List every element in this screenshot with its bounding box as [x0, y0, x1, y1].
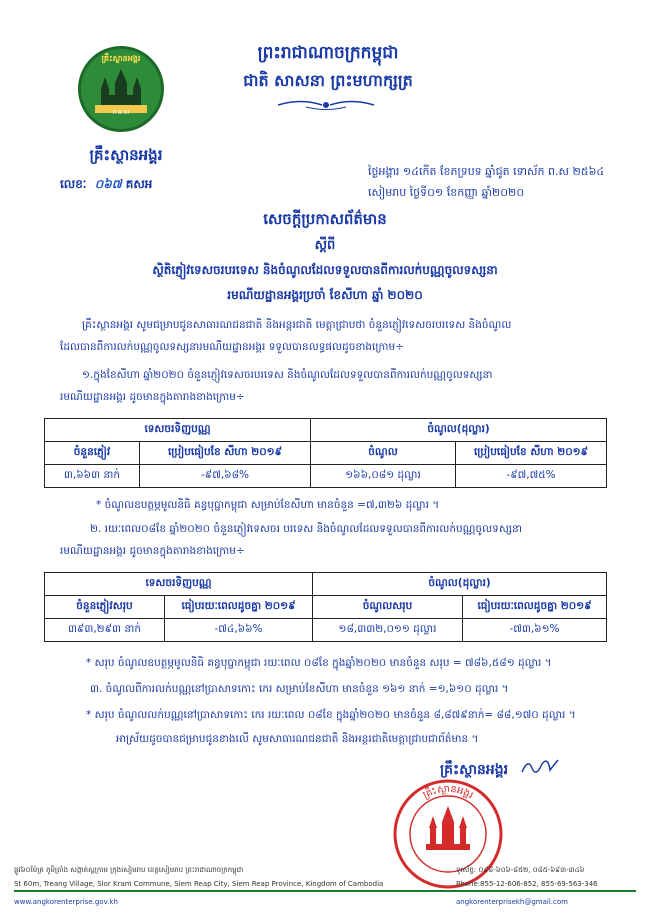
logo-code-text: ក អ ស — [112, 109, 130, 116]
announcement-subject: ស្ថិតិភ្ញៀវទេសចរបរទេស និងចំណូលដែលទទួលបានពីការលក់បណ្ណចូលទស្សនា — [152, 263, 498, 277]
revenue-compare-header: ប្រៀបធៀបខែ សីហា ២០១៩ — [456, 442, 607, 465]
section1-note: * ចំណូលឧបត្ថម្ភមូលនិធិ គន្ធបុប្ផាកម្ពុជា សម្រាប់ខែសីហា មានចំនួន =៧,៣២៦ ដុល្លារ ។ — [96, 499, 440, 511]
section1-line-2: រមណីយដ្ឋានអង្គរ ដូចមានក្នុងតារាងខាងក្រោម÷ — [60, 391, 245, 403]
revenue-group-header: ចំណូល(ដុល្លារ) — [313, 573, 607, 596]
visitors-cell: ៣,៦៦៣ នាក់ — [45, 465, 140, 488]
visitors-compare-header: ធៀបរយៈពេលដូចគ្នា ២០១៩ — [165, 596, 313, 619]
handwritten-signature — [520, 754, 560, 778]
announcement-subject-label: ស្តីពី — [314, 238, 336, 253]
visitors-group-header: ទេសចរទិញបណ្ណ — [45, 419, 311, 442]
visitors-compare-header: ប្រៀបធៀបខែ សីហា ២០១៩ — [140, 442, 311, 465]
footer-address-khmer: ផ្លូវ៦០ម៉ែត្រ ភូមិត្រាំង សង្កាត់ស្លក្រាម ក្រុងសៀមរាប ខេត្តសៀមរាប ព្រះរាជាណាចក្រកម្ពុជា — [14, 866, 244, 874]
section3-line: ៣. ចំណូលពីការលក់បណ្ណនៅប្រាសាទកោះ កេរ សម្រាប់ខែសីហា មានចំនួន ១៦១ នាក់ =១,៦១០ ដុល្លារ ។ — [90, 683, 509, 695]
section2-line-1: ២. រយៈពេល០៨ខែ ឆ្នាំ២០២០ ចំនួនភ្ញៀវទេសចរ បរទេស និងចំណូលដែលទទួលបានពីការលក់បណ្ណចូលទស្សនា — [90, 523, 522, 535]
national-motto: ជាតិ សាសនា ព្រះមហាក្សត្រ — [243, 71, 413, 90]
footer-address-english: St 60m, Treang Village, Slor Kram Commune, Siem Reap City, Siem Reap Province, Kingdom of Cambodia — [14, 880, 384, 888]
revenue-column-header: ចំណូលសរុប — [313, 596, 463, 619]
footer-email-link[interactable]: angkorenterprisekh@gmail.com — [456, 898, 568, 906]
intro-line-1: គ្រឹះស្ថានអង្គរ សូមជម្រាបជូនសាធារណជនជាតិ និងអន្តរជាតិ មេត្តាជ្រាបថា ចំនួនភ្ញៀវទេសចរបរទេស និងចំណូល — [82, 319, 512, 331]
revenue-cell: ១៨,៣៣២,០១១ ដុល្លារ — [313, 619, 463, 642]
section1-line-1: ១.ក្នុងខែសីហា ឆ្នាំ២០២០ ចំនួនភ្ញៀវទេសចរបរទេស និងចំណូលដែលទទួលបានពីការលក់បណ្ណចូលទស្សនា — [82, 369, 493, 381]
table-row — [45, 619, 607, 642]
footer-phone: Phone:855-12-606-852, 855-69-563-346 — [456, 880, 598, 888]
announcement-period: រមណីយដ្ឋានអង្គរប្រចាំ ខែសីហា ឆ្នាំ ២០២០ — [227, 288, 423, 302]
table-header-row — [45, 596, 607, 619]
ref-suffix: គសអ — [125, 177, 153, 191]
angkor-enterprise-logo — [78, 46, 164, 132]
monthly-stats-table — [44, 418, 607, 488]
revenue-compare-cell: -៧៣,៦១% — [463, 619, 607, 642]
ref-number: ០៦៧ — [94, 177, 122, 191]
organization-name: គ្រឹះស្ថានអង្គរ — [89, 146, 163, 164]
angkor-temple-icon — [95, 69, 147, 113]
date-solar: សៀមរាប ថ្ងៃទី០១ ខែកញ្ញា ឆ្នាំ២០២០ — [368, 186, 525, 199]
svg-text:គ្រឹះស្ថានអង្គរ — [421, 784, 475, 802]
visitors-column-header: ចំនួនភ្ញៀវសរុប — [45, 596, 165, 619]
revenue-compare-cell: -៩៧,៧៥% — [456, 465, 607, 488]
table-header-row — [45, 573, 607, 596]
stamp-text: គ្រឹះស្ថានអង្គរ — [421, 783, 476, 802]
visitors-compare-cell: -៧៤,៦៦% — [165, 619, 313, 642]
ornament-divider-icon — [276, 98, 376, 112]
section2-line-2: រមណីយដ្ឋានអង្គរ ដូចមានក្នុងតារាងខាងក្រោម÷ — [60, 545, 245, 557]
table-header-row — [45, 442, 607, 465]
ref-label: លេខៈ — [60, 177, 87, 191]
table-row — [45, 465, 607, 488]
closing-line: អាស្រ័យដូចបានជម្រាបជូនខាងលើ សូមសាធារណជនជាតិ និងអន្តរជាតិមេត្តាជ្រាបជាព័ត៌មាន ។ — [116, 733, 479, 745]
date-lunar: ថ្ងៃអង្គារ ១៤កើត ខែភទ្របទ ឆ្នាំជូត ទោស័ក ព.ស ២៥៦៤ — [368, 165, 605, 178]
revenue-cell: ១៦៦,០៨១ ដុល្លារ — [311, 465, 456, 488]
revenue-compare-header: ធៀបរយៈពេលដូចគ្នា ២០១៩ — [463, 596, 607, 619]
reference-number — [60, 176, 152, 194]
intro-line-2: ដែលបានពីការលក់បណ្ណចូលទស្សនារមណីយដ្ឋានអង្គរ ទទួលបានលទ្ធផលដូចខាងក្រោម÷ — [60, 341, 404, 353]
table-header-row — [45, 419, 607, 442]
visitors-compare-cell: -៩៧,៦៨% — [140, 465, 311, 488]
visitors-group-header: ទេសចរទិញបណ្ណ — [45, 573, 313, 596]
footer-website-link[interactable]: www.angkorenterprise.gov.kh — [14, 898, 118, 906]
footer-divider — [14, 890, 636, 892]
cumulative-stats-table — [44, 572, 607, 642]
revenue-column-header: ចំណូល — [311, 442, 456, 465]
logo-ring-text: គ្រឹះស្ថានអង្គរ — [101, 54, 141, 63]
kingdom-title: ព្រះរាជាណាចក្រកម្ពុជា — [257, 43, 399, 63]
visitors-cell: ៣៩៣,២៩៣ នាក់ — [45, 619, 165, 642]
revenue-group-header: ចំណូល(ដុល្លារ) — [311, 419, 607, 442]
announcement-title: សេចក្តីប្រកាសព័ត៌មាន — [263, 210, 387, 228]
visitors-column-header: ចំនួនភ្ញៀវ — [45, 442, 140, 465]
signatory-organization: គ្រឹះស្ថានអង្គរ — [440, 762, 509, 778]
section2-note: * សរុប ចំណូលឧបត្ថម្ភមូលនិធិ គន្ធបុប្ផាកម្ពុជា រយៈពេល ០៨ខែ ក្នុងឆ្នាំ២០២០ មានចំនួន សរុប = ៧៨៦,៥៨១ ដុល្លារ ។ — [86, 657, 552, 669]
footer-phone-khmer: ទូរស័ព្ទ: ០៩៨-៦០៦-៨៥២, ០៨៥-៦៩៣-៣៤៦ — [456, 866, 585, 874]
section3-note: * សរុប ចំណូលលក់បណ្ណនៅប្រាសាទកោះ កេរ រយៈពេល ០៨ខែ ក្នុងឆ្នាំ២០២០ មានចំនួន ៨,៨៧៩នាក់= ៨៨,១៧០ ដុល្លារ ។ — [86, 709, 576, 721]
